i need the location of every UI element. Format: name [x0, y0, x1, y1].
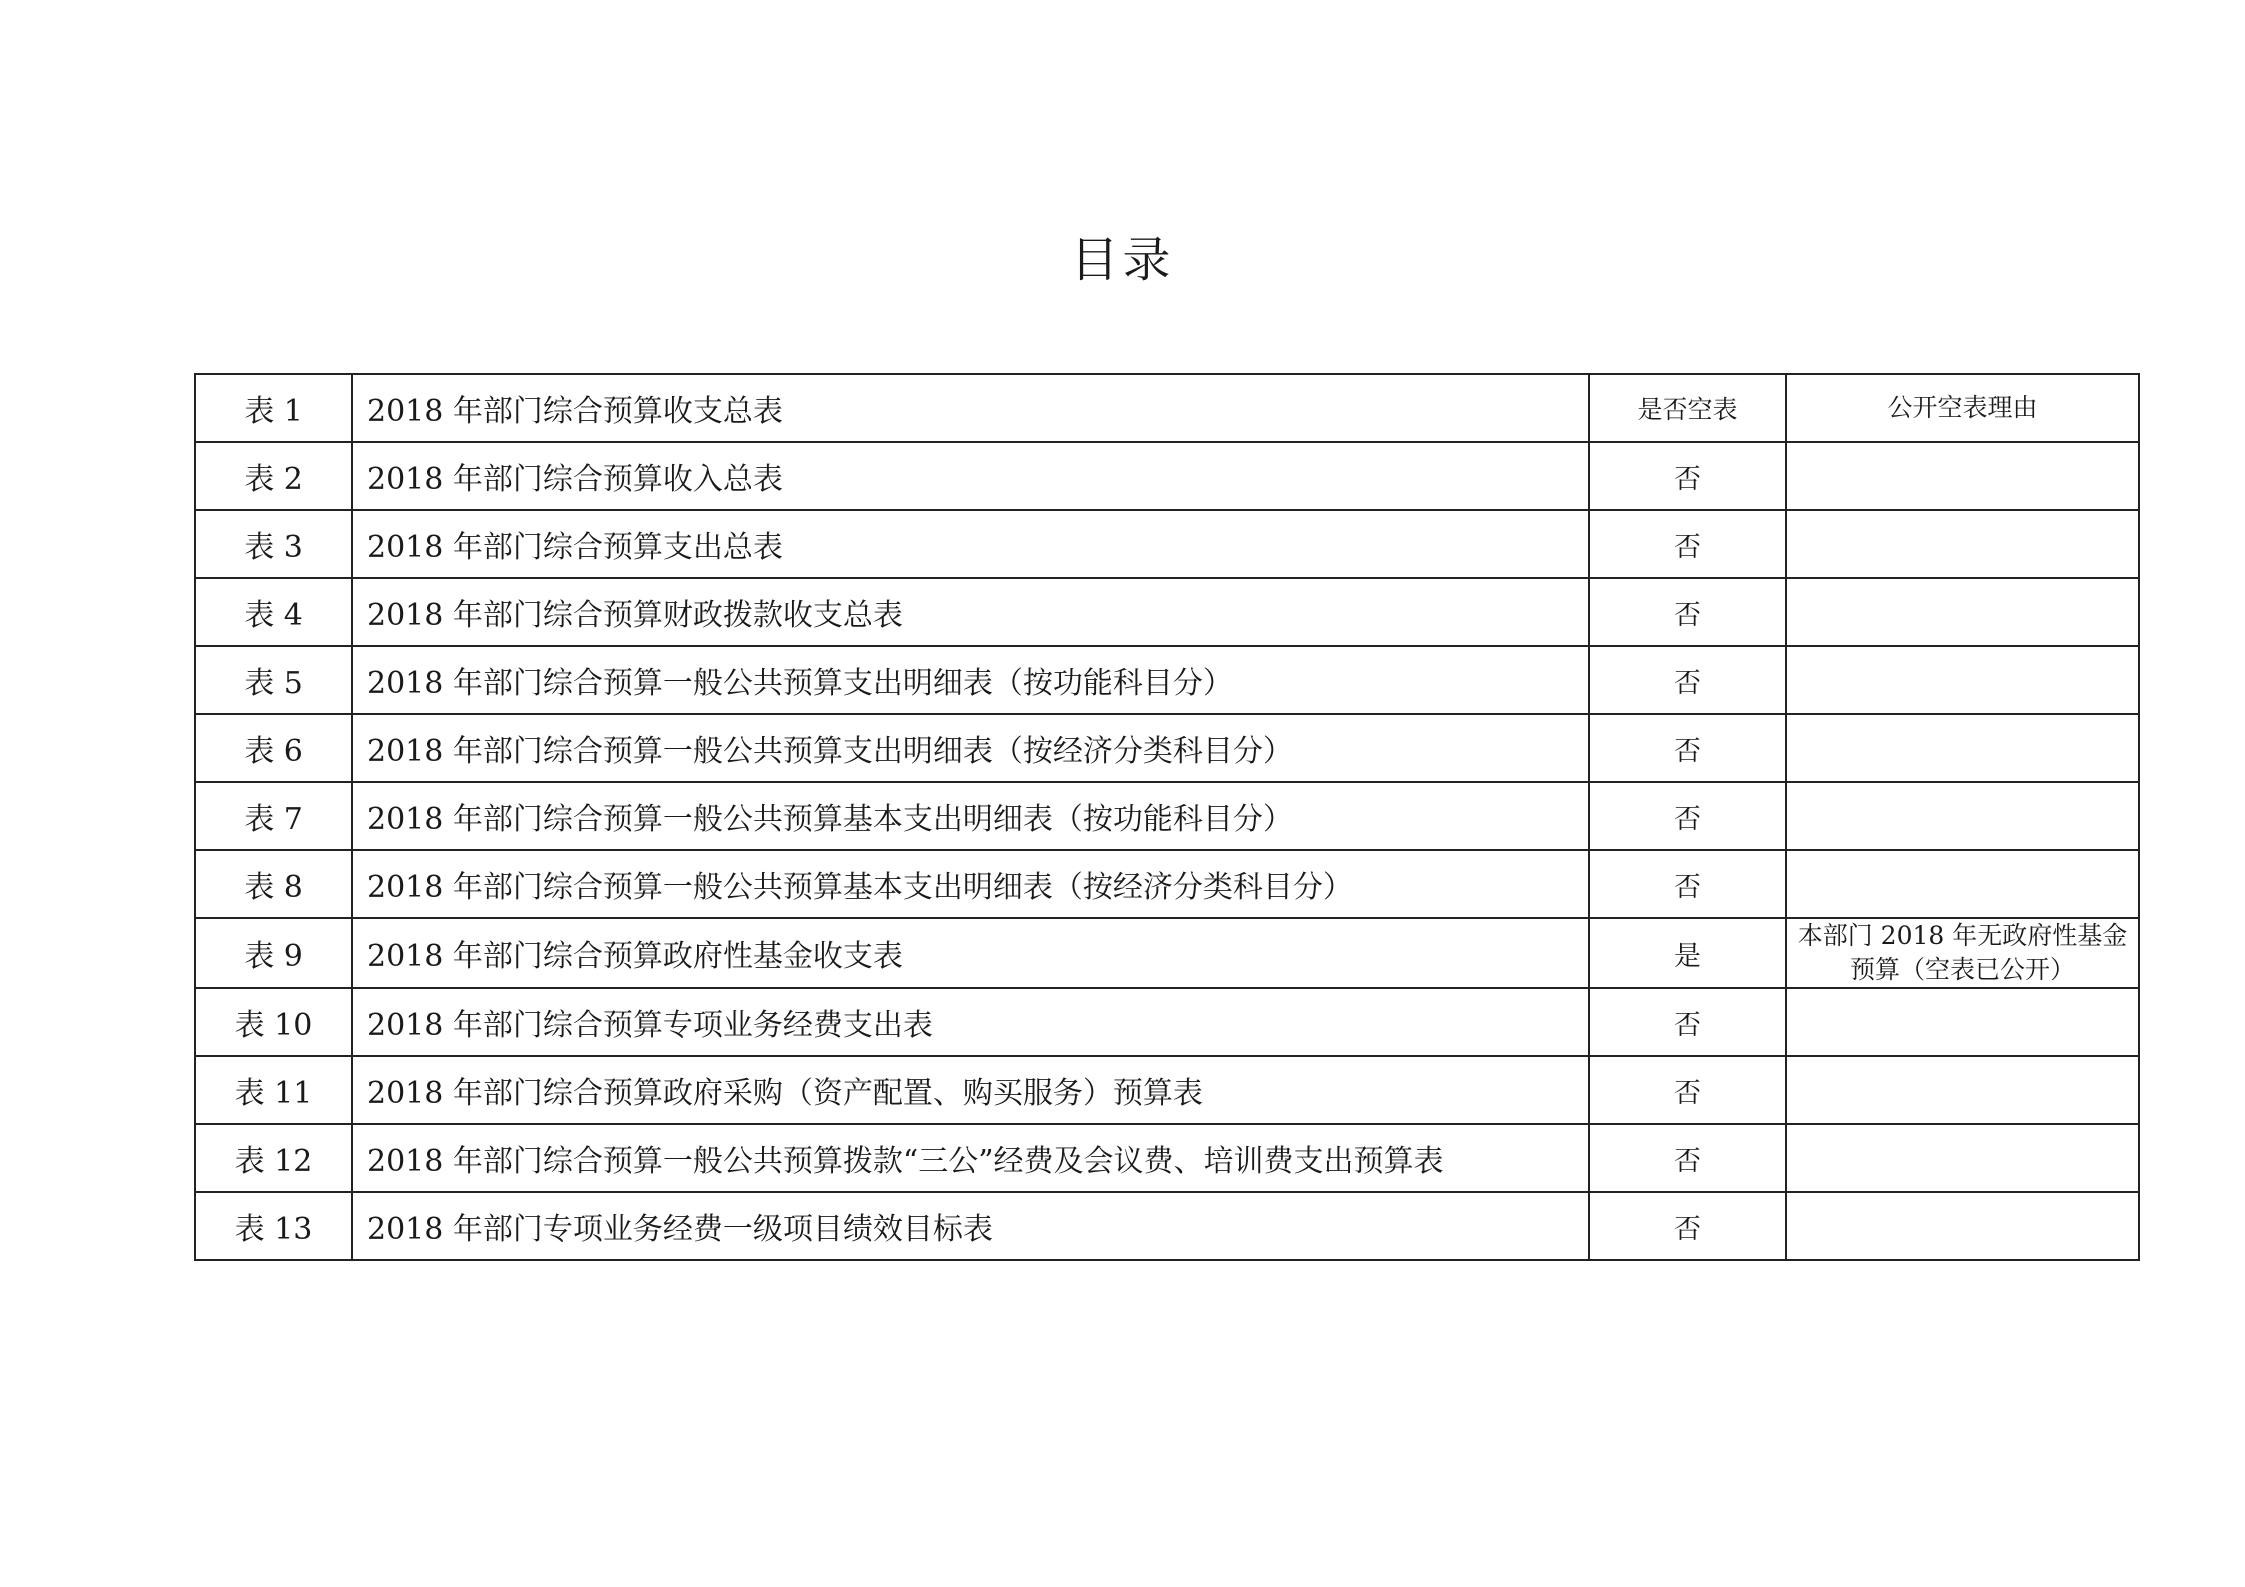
row-name: 2018 年部门综合预算财政拨款收支总表 [352, 578, 1589, 646]
table-row [195, 374, 2139, 442]
row-number: 表 1 [195, 374, 352, 442]
page-title: 目录 [1070, 232, 1175, 288]
row-name: 2018 年部门综合预算一般公共预算拨款“三公”经费及会议费、培训费支出预算表 [352, 1124, 1589, 1192]
row-name: 2018 年部门综合预算支出总表 [352, 510, 1589, 578]
table-row [195, 988, 2139, 1056]
column-header-reason: 公开空表理由 [1786, 374, 2139, 442]
table-row [195, 918, 2139, 988]
row-number: 表 9 [195, 918, 352, 988]
row-empty-flag: 是 [1589, 918, 1786, 988]
row-reason [1786, 850, 2139, 918]
row-reason [1786, 1192, 2139, 1260]
table-of-contents [194, 373, 2140, 1261]
row-name: 2018 年部门综合预算一般公共预算基本支出明细表（按经济分类科目分） [352, 850, 1589, 918]
row-reason [1786, 646, 2139, 714]
table-row [195, 442, 2139, 510]
row-number: 表 5 [195, 646, 352, 714]
row-number: 表 10 [195, 988, 352, 1056]
row-empty-flag: 否 [1589, 578, 1786, 646]
row-name: 2018 年部门综合预算一般公共预算基本支出明细表（按功能科目分） [352, 782, 1589, 850]
row-empty-flag: 否 [1589, 988, 1786, 1056]
row-empty-flag: 否 [1589, 782, 1786, 850]
row-name: 2018 年部门综合预算一般公共预算支出明细表（按经济分类科目分） [352, 714, 1589, 782]
row-reason [1786, 714, 2139, 782]
row-empty-flag: 否 [1589, 442, 1786, 510]
row-name: 2018 年部门综合预算一般公共预算支出明细表（按功能科目分） [352, 646, 1589, 714]
column-header-empty: 是否空表 [1589, 374, 1786, 442]
table-row [195, 510, 2139, 578]
row-number: 表 3 [195, 510, 352, 578]
row-number: 表 2 [195, 442, 352, 510]
row-empty-flag: 否 [1589, 510, 1786, 578]
row-reason [1786, 510, 2139, 578]
row-number: 表 8 [195, 850, 352, 918]
table-row [195, 850, 2139, 918]
row-reason [1786, 442, 2139, 510]
table-row [195, 646, 2139, 714]
row-name: 2018 年部门综合预算政府采购（资产配置、购买服务）预算表 [352, 1056, 1589, 1124]
row-number: 表 7 [195, 782, 352, 850]
row-reason: 本部门 2018 年无政府性基金预算（空表已公开） [1786, 918, 2139, 988]
table-row [195, 1056, 2139, 1124]
row-reason [1786, 1124, 2139, 1192]
row-number: 表 13 [195, 1192, 352, 1260]
row-empty-flag: 否 [1589, 1192, 1786, 1260]
row-number: 表 12 [195, 1124, 352, 1192]
row-number: 表 6 [195, 714, 352, 782]
table-row [195, 714, 2139, 782]
row-empty-flag: 否 [1589, 714, 1786, 782]
row-number: 表 11 [195, 1056, 352, 1124]
row-reason [1786, 1056, 2139, 1124]
row-reason [1786, 578, 2139, 646]
row-empty-flag: 否 [1589, 1056, 1786, 1124]
table-row [195, 578, 2139, 646]
table-row [195, 1124, 2139, 1192]
row-name: 2018 年部门专项业务经费一级项目绩效目标表 [352, 1192, 1589, 1260]
row-empty-flag: 否 [1589, 646, 1786, 714]
row-name: 2018 年部门综合预算收入总表 [352, 442, 1589, 510]
row-name: 2018 年部门综合预算政府性基金收支表 [352, 918, 1589, 988]
row-number: 表 4 [195, 578, 352, 646]
row-empty-flag: 否 [1589, 1124, 1786, 1192]
row-name: 2018 年部门综合预算专项业务经费支出表 [352, 988, 1589, 1056]
table-row [195, 1192, 2139, 1260]
row-reason [1786, 988, 2139, 1056]
row-empty-flag: 否 [1589, 850, 1786, 918]
table-row [195, 782, 2139, 850]
row-name: 2018 年部门综合预算收支总表 [352, 374, 1589, 442]
row-reason [1786, 782, 2139, 850]
